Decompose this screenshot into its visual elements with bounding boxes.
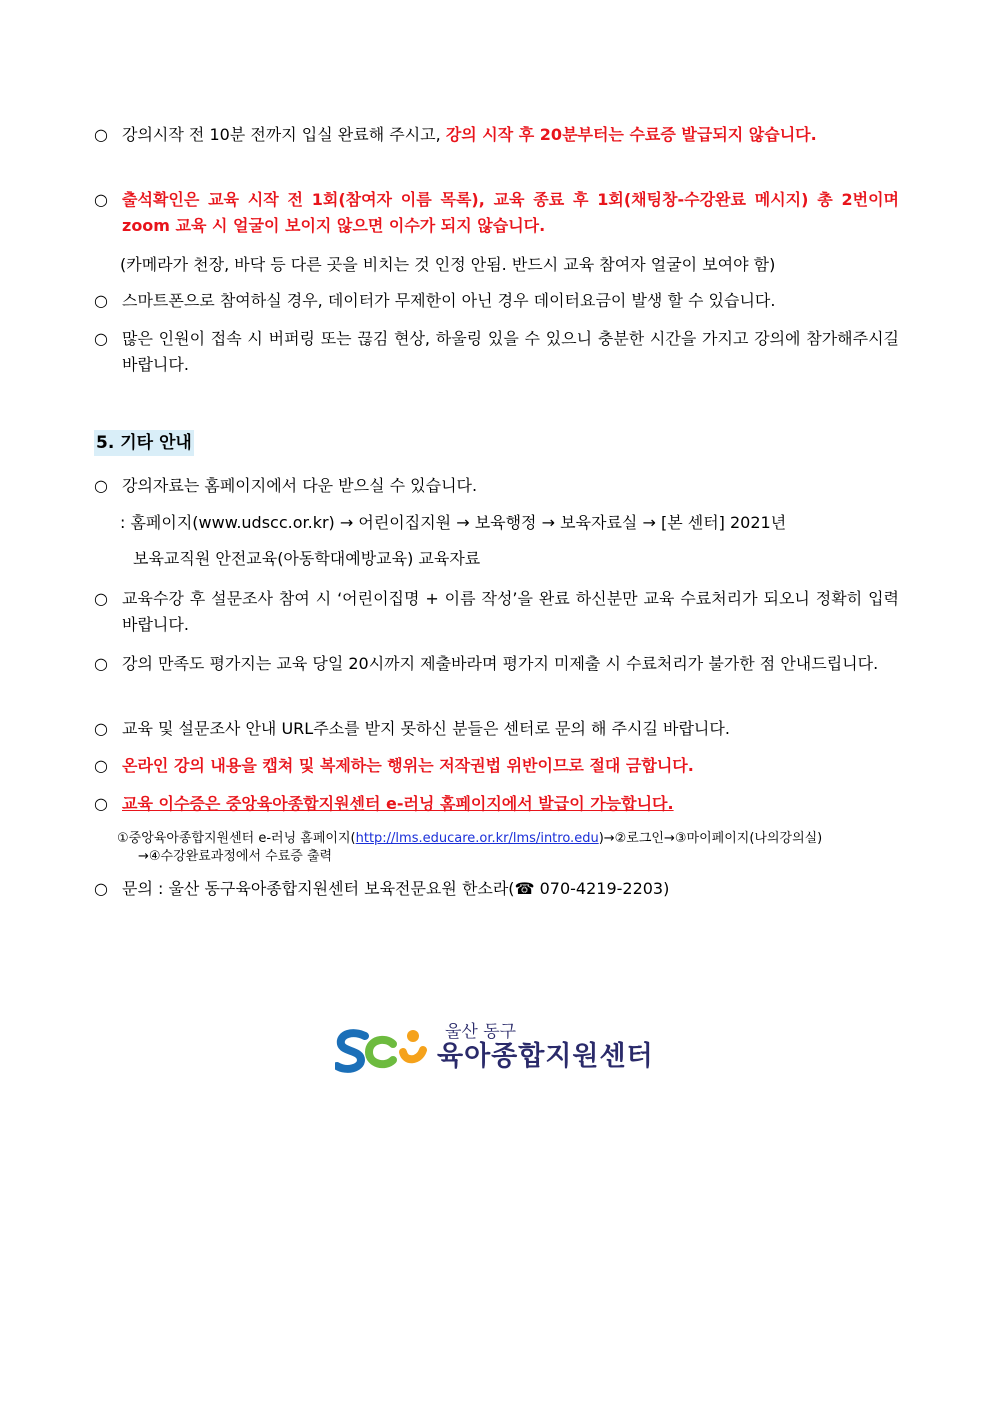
attendance-warning: 출석확인은 교육 시작 전 1회(참여자 이름 목록), 교육 종료 후 1회(채팅창-수강완료 메시지) 총 2번이며 zoom 교육 시 얼굴이 보이지 않으면 이수가 되지 않습니다. <box>122 190 899 235</box>
contact-number: 070-4219-2203) <box>534 879 670 898</box>
bullet-smartphone <box>94 288 899 314</box>
bullet-circle: ○ <box>94 654 108 673</box>
url-inquiry-text: 교육 및 설문조사 안내 URL주소를 받지 못하신 분들은 센터로 문의 해 주시길 바랍니다. <box>122 719 730 738</box>
bullet-materials <box>94 473 899 499</box>
camera-note: (카메라가 천장, 바닥 등 다른 곳을 비치는 것 인정 안됨. 반드시 교육 참여자 얼굴이 보여야 함) <box>120 255 776 274</box>
bullet-circle: ○ <box>94 794 108 813</box>
smartphone-text: 스마트폰으로 참여하실 경우, 데이터가 무제한이 아닌 경우 데이터요금이 발생 할 수 있습니다. <box>122 291 776 310</box>
certificate-steps-line1 <box>117 830 822 848</box>
bullet-circle: ○ <box>94 291 108 310</box>
bullet-survey <box>94 586 899 638</box>
bullet-circle: ○ <box>94 329 108 348</box>
materials-path-line1: : 홈페이지(www.udscc.or.kr) → 어린이집지원 → 보육행정 → 보육자료실 → [본 센터] 2021년 <box>120 513 787 532</box>
bullet-entry-time <box>94 122 899 148</box>
bullet-circle: ○ <box>94 719 108 738</box>
survey-text: 교육수강 후 설문조사 참여 시 ‘어린이집명 + 이름 작성’을 완료 하신분만 교육 수료처리가 되오니 정확히 입력 바랍니다. <box>122 589 899 634</box>
bullet-buffering <box>94 326 899 378</box>
bullet-circle: ○ <box>94 190 108 209</box>
certificate-steps-line2: →④수강완료과정에서 수료증 출력 <box>138 849 333 864</box>
bullet-circle: ○ <box>94 476 108 495</box>
logo-title: 육아종합지원센터 <box>437 1041 654 1072</box>
evaluation-text: 강의 만족도 평가지는 교육 당일 20시까지 제출바라며 평가지 미제출 시 수료처리가 불가한 점 안내드립니다. <box>122 654 879 673</box>
buffering-text: 많은 인원이 접속 시 버퍼링 또는 끊김 현상, 하울링 있을 수 있으니 충분한 시간을 가지고 강의에 참가해주시길 바랍니다. <box>122 329 899 374</box>
materials-path-line2: 보육교직원 안전교육(아동학대예방교육) 교육자료 <box>133 549 481 568</box>
center-logo-mark <box>335 1022 435 1078</box>
bullet-copyright <box>94 753 899 779</box>
entry-time-text: 강의시작 전 10분 전까지 입실 완료해 주시고, <box>122 125 446 144</box>
bullet-evaluation <box>94 651 899 677</box>
copyright-warning: 온라인 강의 내용을 캡쳐 및 복제하는 행위는 저작권법 위반이므로 절대 금합니다. <box>122 756 694 775</box>
materials-text: 강의자료는 홈페이지에서 다운 받으실 수 있습니다. <box>122 476 478 495</box>
logo-subtitle: 울산 동구 <box>445 1022 517 1042</box>
bullet-url-inquiry <box>94 716 899 742</box>
phone-icon: ☎ <box>514 879 535 898</box>
steps-suffix: )→②로그인→③마이페이지(나의강의실) <box>598 831 823 846</box>
bullet-certificate <box>94 791 899 817</box>
steps-prefix: ①중앙육아종합지원센터 e-러닝 홈페이지( <box>117 831 356 846</box>
contact-text: 문의 : 울산 동구육아종합지원센터 보육전문요원 한소라( <box>122 879 515 898</box>
bullet-circle: ○ <box>94 756 108 775</box>
section-heading: 5. 기타 안내 <box>94 430 194 456</box>
lms-link[interactable]: http://lms.educare.or.kr/lms/intro.edu <box>355 831 599 846</box>
bullet-circle: ○ <box>94 879 108 898</box>
bullet-contact <box>94 876 899 902</box>
bullet-circle: ○ <box>94 125 108 144</box>
entry-time-warning: 강의 시작 후 20분부터는 수료증 발급되지 않습니다. <box>445 125 817 144</box>
center-logo <box>335 1022 675 1078</box>
bullet-circle: ○ <box>94 589 108 608</box>
certificate-notice: 교육 이수증은 중앙육아종합지원센터 e-러닝 홈페이지에서 발급이 가능합니다. <box>122 794 674 813</box>
bullet-attendance <box>94 187 899 239</box>
